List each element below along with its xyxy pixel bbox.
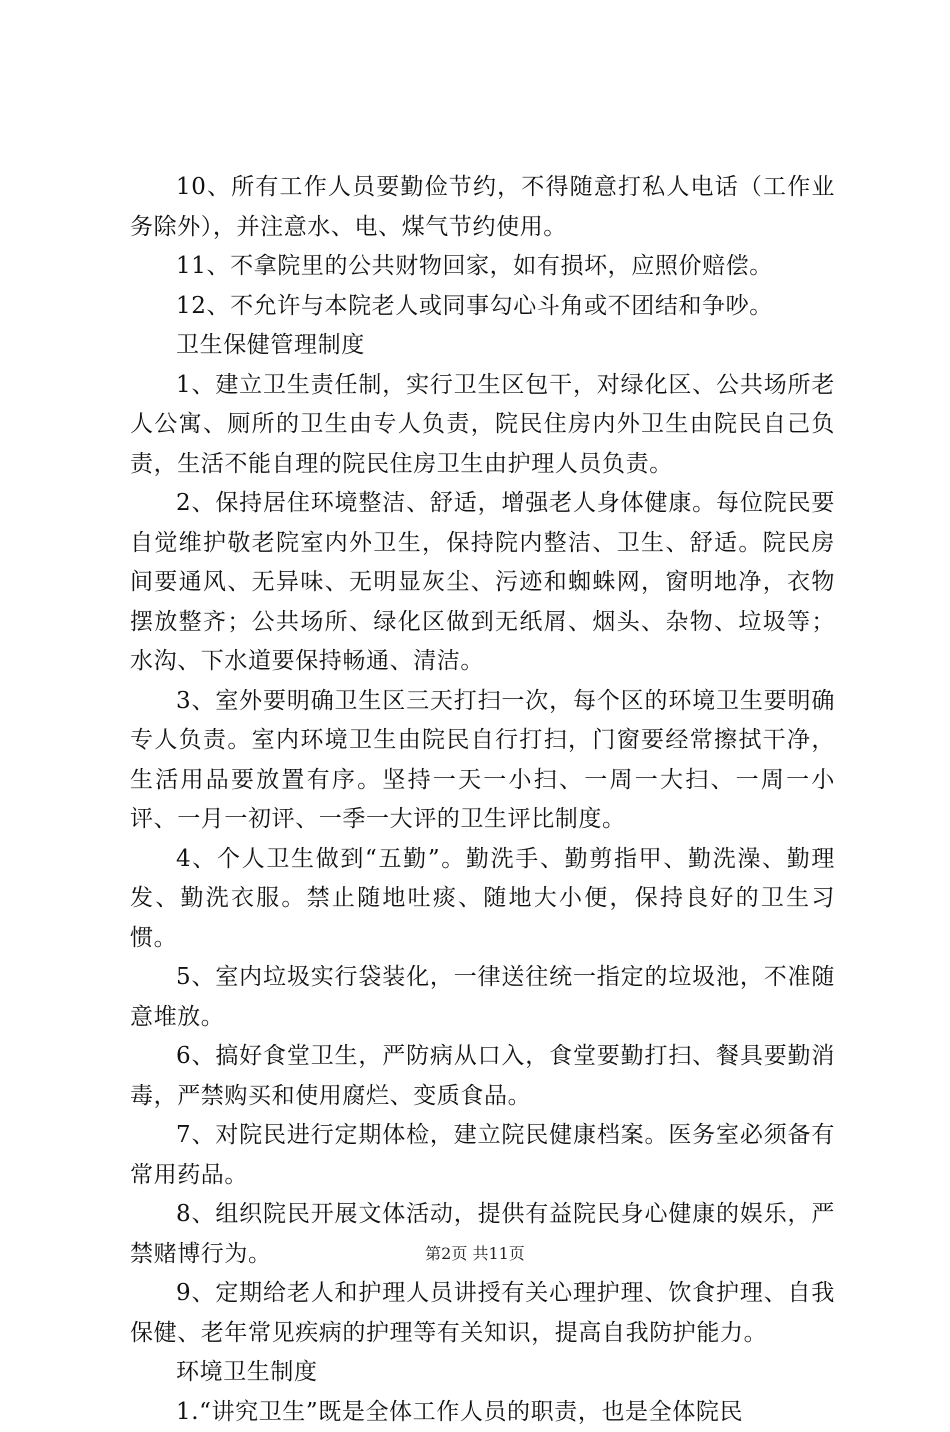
paragraph: 2、保持居住环境整洁、舒适，增强老人身体健康。每位院民要自觉维护敬老院室内外卫生，保持院内整洁、卫生、舒适。院民房间要通风、无异味、无明显灰尘、污迹和蜘蛛网，窗明地净，衣物摆放整齐；公共场所、绿化区做到无纸屑、烟头、杂物、垃圾等；水沟、下水道要保持畅通、清洁。	[130, 484, 835, 682]
paragraph: 5、室内垃圾实行袋装化，一律送往统一指定的垃圾池，不准随意堆放。	[130, 958, 835, 1037]
paragraph: 4、个人卫生做到“五勤”。勤洗手、勤剪指甲、勤洗澡、勤理发、勤洗衣服。禁止随地吐痰、随地大小便，保持良好的卫生习惯。	[130, 840, 835, 959]
section-heading: 卫生保健管理制度	[130, 326, 835, 366]
paragraph: 1、建立卫生责任制，实行卫生区包干，对绿化区、公共场所老人公寓、厕所的卫生由专人负责，院民住房内外卫生由院民自己负责，生活不能自理的院民住房卫生由护理人员负责。	[130, 366, 835, 485]
paragraph: 10、所有工作人员要勤俭节约，不得随意打私人电话（工作业务除外），并注意水、电、煤气节约使用。	[130, 168, 835, 247]
paragraph: 11、不拿院里的公共财物回家，如有损坏，应照价赔偿。	[130, 247, 835, 287]
paragraph: 7、对院民进行定期体检，建立院民健康档案。医务室必须备有常用药品。	[130, 1116, 835, 1195]
paragraph: 6、搞好食堂卫生，严防病从口入，食堂要勤打扫、餐具要勤消毒，严禁购买和使用腐烂、变质食品。	[130, 1037, 835, 1116]
paragraph: 8、组织院民开展文体活动，提供有益院民身心健康的娱乐，严禁赌博行为。	[130, 1195, 835, 1274]
paragraph: 12、不允许与本院老人或同事勾心斗角或不团结和争吵。	[130, 287, 835, 327]
section-heading: 环境卫生制度	[130, 1353, 835, 1393]
paragraph: 9、定期给老人和护理人员讲授有关心理护理、饮食护理、自我保健、老年常见疾病的护理等有关知识，提高自我防护能力。	[130, 1274, 835, 1353]
document-body	[130, 168, 835, 1432]
paragraph: 1.“讲究卫生”既是全体工作人员的职责，也是全体院民	[130, 1393, 835, 1432]
page-number-footer: 第2页 共11页	[0, 1244, 950, 1264]
paragraph: 3、室外要明确卫生区三天打扫一次，每个区的环境卫生要明确专人负责。室内环境卫生由院民自行打扫，门窗要经常擦拭干净，生活用品要放置有序。坚持一天一小扫、一周一大扫、一周一小评、一月一初评、一季一大评的卫生评比制度。	[130, 682, 835, 840]
